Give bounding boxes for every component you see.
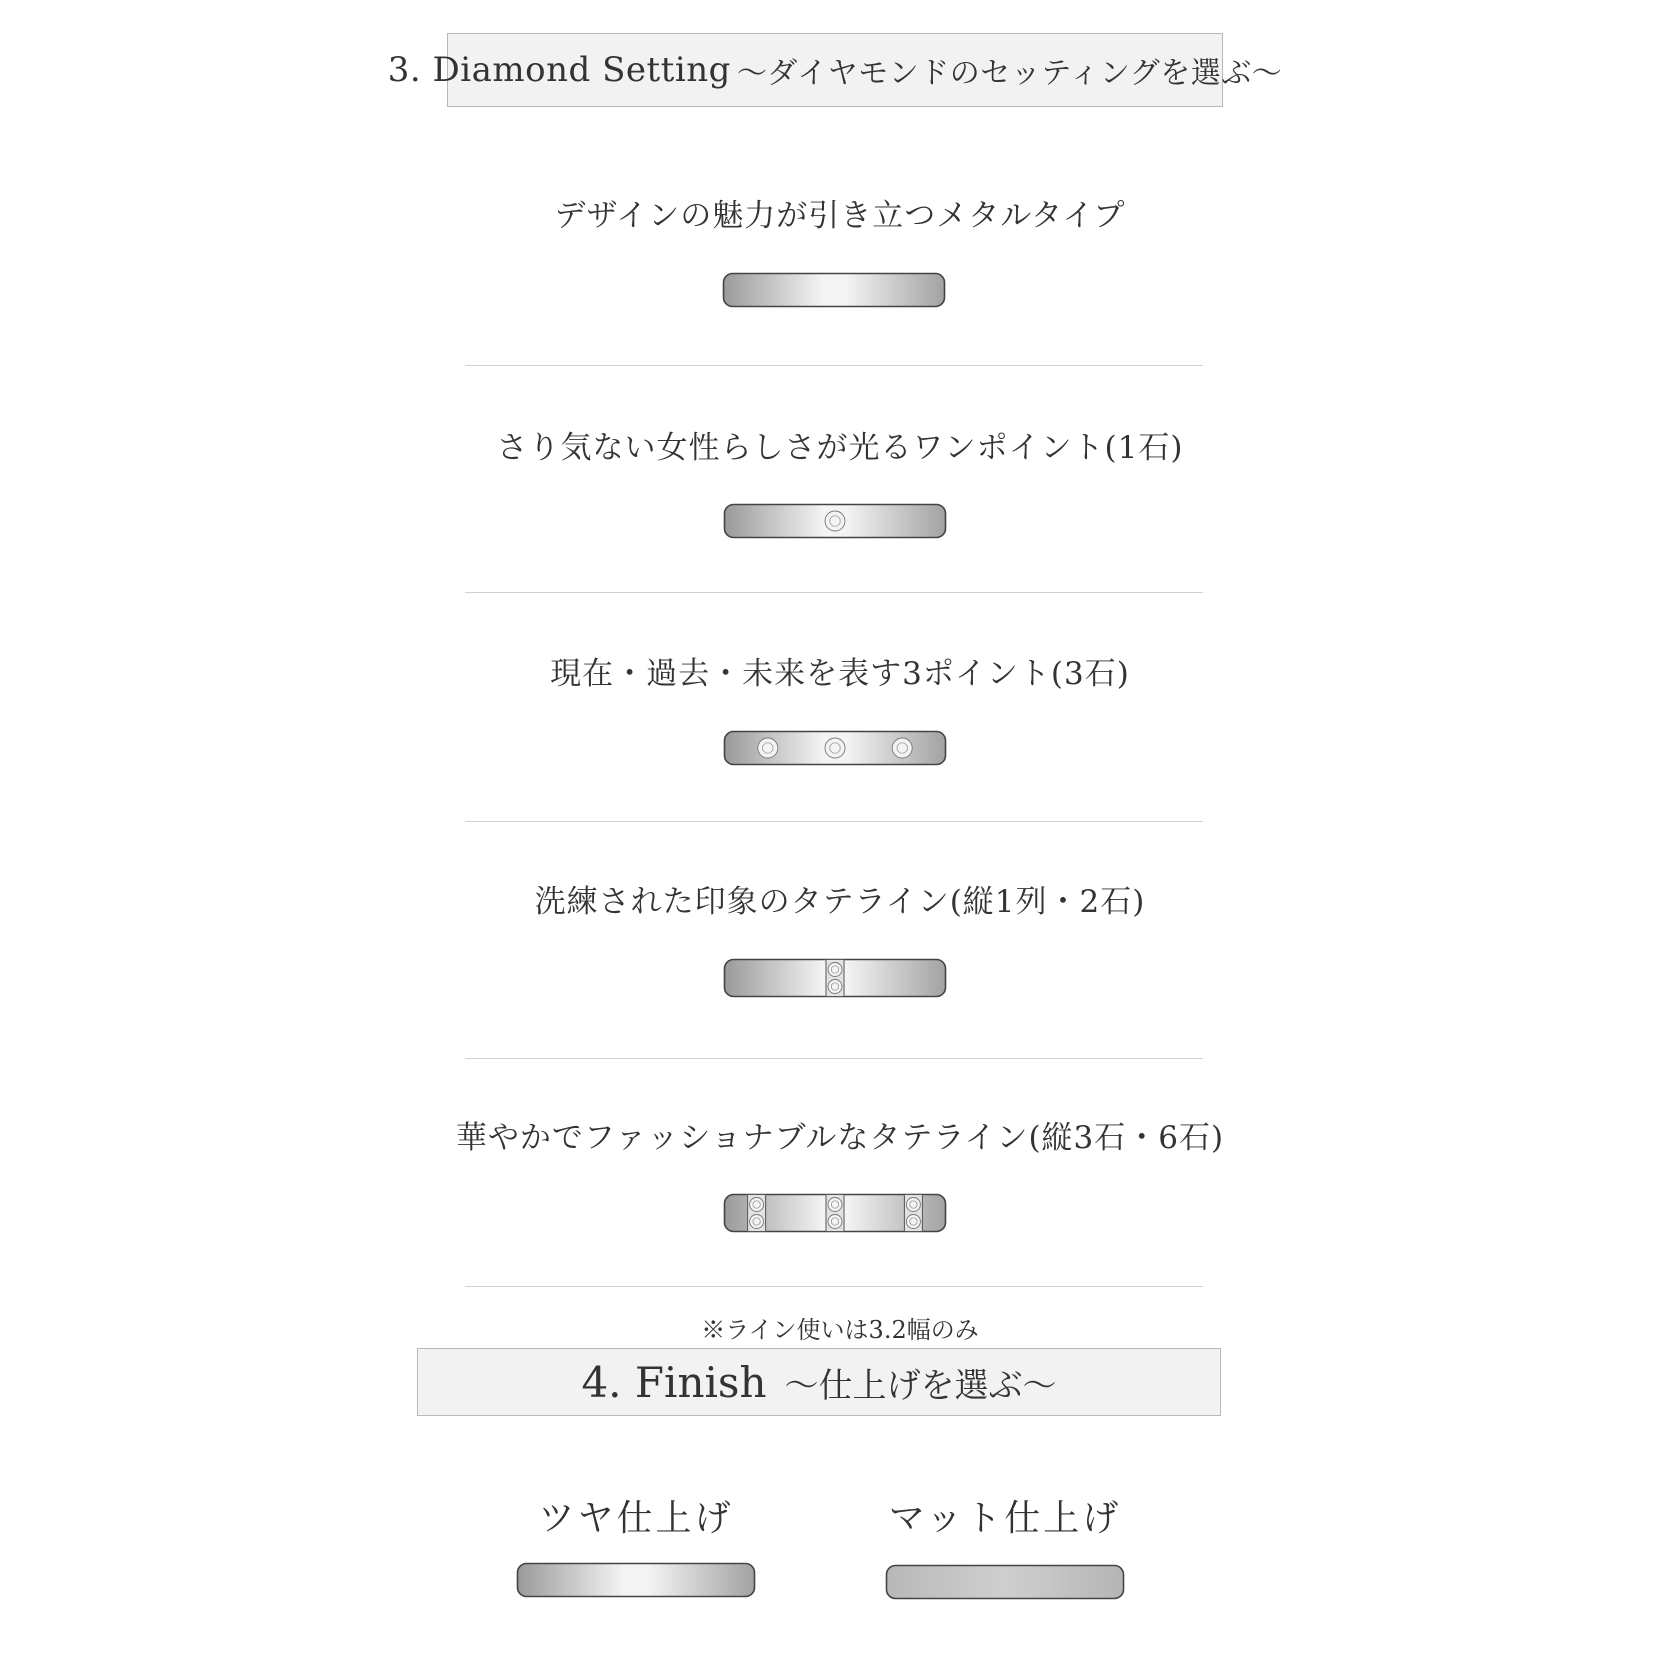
line-width-note: ※ライン使いは3.2幅のみ bbox=[701, 1316, 979, 1344]
diamond-icon bbox=[750, 1198, 764, 1212]
option-label-metal: デザインの魅力が引き立つメタルタイプ bbox=[554, 198, 1126, 234]
ring-three-stones bbox=[723, 730, 947, 766]
section-4-header bbox=[417, 1348, 1221, 1416]
section-3-subtitle: ～ダイヤモンドのセッティングを選ぶ～ bbox=[736, 56, 1283, 91]
finish-label-polished: ツヤ仕上げ bbox=[538, 1498, 734, 1539]
ring-vertical-line-six-stones bbox=[723, 1193, 947, 1233]
diamond-icon bbox=[906, 1215, 920, 1229]
band-body bbox=[724, 274, 945, 307]
divider bbox=[465, 1058, 1203, 1059]
option-label-vertical-six: 華やかでファッショナブルなタテライン(縦3石・6石) bbox=[455, 1120, 1225, 1156]
diamond-icon bbox=[828, 1198, 842, 1212]
diamond-icon bbox=[828, 1215, 842, 1229]
diamond-icon bbox=[825, 511, 845, 531]
diamond-icon bbox=[906, 1198, 920, 1212]
section-4-subtitle: ～仕上げを選ぶ～ bbox=[784, 1365, 1057, 1406]
diamond-icon bbox=[828, 980, 842, 994]
band-body bbox=[518, 1564, 755, 1597]
diamond-icon bbox=[825, 738, 845, 758]
ring-one-stone bbox=[723, 503, 947, 539]
option-label-vertical-two: 洗練された印象のタテライン(縦1列・2石) bbox=[534, 884, 1146, 920]
ring-polished-finish bbox=[516, 1562, 756, 1598]
option-label-three-stones: 現在・過去・未来を表す3ポイント(3石) bbox=[550, 656, 1130, 692]
diamond-icon bbox=[750, 1215, 764, 1229]
ring-metal-type bbox=[722, 272, 946, 308]
ring-vertical-line-two-stones bbox=[723, 958, 947, 998]
section-4-title: 4. Finish bbox=[581, 1357, 767, 1407]
diamond-icon bbox=[828, 963, 842, 977]
divider bbox=[465, 365, 1203, 366]
divider bbox=[465, 1286, 1203, 1287]
section-3-header bbox=[387, 33, 1283, 107]
diamond-icon bbox=[758, 738, 778, 758]
divider bbox=[465, 592, 1203, 593]
diamond-icon bbox=[892, 738, 912, 758]
finish-label-matte: マット仕上げ bbox=[888, 1498, 1122, 1539]
ring-matte-finish bbox=[885, 1564, 1125, 1600]
section-3-title: 3. Diamond Setting bbox=[387, 50, 731, 90]
divider bbox=[465, 821, 1203, 822]
option-label-one-stone: さり気ない女性らしさが光るワンポイント(1石) bbox=[496, 430, 1184, 466]
band-body bbox=[887, 1566, 1124, 1599]
